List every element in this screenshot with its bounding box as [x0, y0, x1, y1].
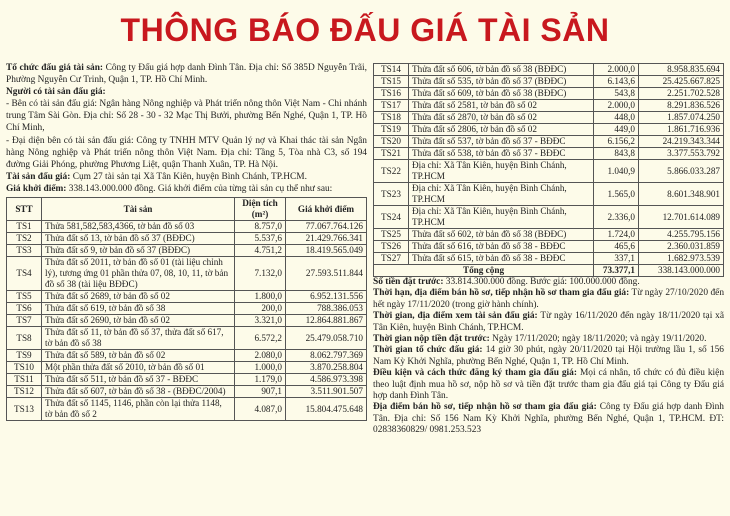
table-row [7, 221, 367, 233]
table-row [7, 350, 367, 362]
cell-asset: Thửa đất số 602, tờ bản đồ số 38 (BĐĐC) [409, 229, 594, 241]
cell-asset: Thửa đất số 537, tờ bản đồ số 37 - BĐĐC [409, 136, 594, 148]
cell-price: 24.219.343.344 [639, 136, 724, 148]
info-paragraph [373, 277, 724, 288]
cell-stt: TS15 [374, 76, 409, 88]
cell-price: 1.682.973.539 [639, 253, 724, 265]
cell-price: 12.864.881.867 [286, 315, 367, 327]
table-row [7, 374, 367, 386]
cell-price: 2.360.031.859 [639, 241, 724, 253]
cell-asset: Một phần thửa đất số 2010, tờ bản đồ số 01 [42, 362, 235, 374]
cell-stt: TS23 [374, 183, 409, 206]
table-row [374, 100, 724, 112]
cell-price: 3.377.553.792 [639, 148, 724, 160]
cell-price: 1.857.074.250 [639, 112, 724, 124]
cell-area: 843,8 [594, 148, 639, 160]
cell-stt: TS11 [7, 374, 42, 386]
organizer-text: Công ty Đấu giá hợp danh Đình Tân. Địa chỉ: Số 385D Nguyễn Trãi, Phường Nguyễn Cư Trinh, Quận 1, TP. Hồ Chí Minh. [6, 63, 367, 86]
cell-asset: Thửa 581,582,583,4366, tờ bản đồ số 03 [42, 221, 235, 233]
cell-stt: TS25 [374, 229, 409, 241]
cell-asset: Thửa đất số 1145, 1146, phần còn lại thửa 1148, tờ bản đồ số 2 [42, 398, 235, 421]
cell-asset: Thửa đất số 607, tờ bản đồ số 38 - (BĐĐC/2004) [42, 386, 235, 398]
cell-asset: Thửa đất số 2690, tờ bản đồ số 02 [42, 315, 235, 327]
cell-price: 25.479.058.710 [286, 327, 367, 350]
info-paragraph [373, 334, 724, 345]
header-price: Giá khởi điểm [286, 198, 367, 221]
cell-area: 1.565,0 [594, 183, 639, 206]
cell-stt: TS7 [7, 315, 42, 327]
cell-area: 4.751,2 [235, 245, 286, 257]
cell-asset: Địa chỉ: Xã Tân Kiên, huyện Bình Chánh, TP.HCM [409, 183, 594, 206]
cell-stt: TS16 [374, 88, 409, 100]
info-paragraph [373, 345, 724, 368]
cell-stt: TS1 [7, 221, 42, 233]
cell-asset: Thửa đất số 2011, tờ bản đồ số 01 (tài liệu chỉnh lý), tương ứng 01 phần thửa 07, 08, 10, 11, tờ bản đồ số 38 (tài liệu BĐĐC) [42, 257, 235, 291]
cell-area: 8.757,0 [235, 221, 286, 233]
cell-asset: Thửa đất số 2870, tờ bản đồ số 02 [409, 112, 594, 124]
table-row [374, 76, 724, 88]
info-label: Địa điểm bán hồ sơ, tiếp nhận hồ sơ tham gia đấu giá: [373, 402, 597, 413]
info-label: Điều kiện và cách thức đăng ký tham gia đấu giá: [373, 368, 577, 379]
table-header-row [7, 198, 367, 221]
cell-area: 2.336,0 [594, 206, 639, 229]
owner-line-1: - Bên có tài sản đấu giá: Ngân hàng Nông nghiệp và Phát triển nông thôn Việt Nam - Chi nhánh trung Tâm Sài Gòn. Địa chỉ: Số 28 - 30 - 32 Mạc Thị Bưởi, phường Bến Nghé, Quận 1, TP. Hồ Chí Minh, [6, 99, 367, 134]
cell-stt: TS19 [374, 124, 409, 136]
cell-asset: Địa chỉ: Xã Tân Kiên, huyện Bình Chánh, TP.HCM [409, 160, 594, 183]
table-row [7, 303, 367, 315]
info-text: Ngày 17/11/2020; ngày 18/11/2020; và ngày 19/11/2020. [489, 334, 707, 345]
table-row [374, 183, 724, 206]
cell-price: 1.861.716.936 [639, 124, 724, 136]
page-title: THÔNG BÁO ĐẤU GIÁ TÀI SẢN [120, 12, 610, 48]
owner-line-2: - Đại diện bên có tài sản đấu giá: Công ty TNHH MTV Quản lý nợ và Khai thác tài sản Ngân hàng Nông nghiệp và Phát triển nông thôn Việt Nam. Địa chỉ: Tầng 5, Tòa nhà C3, số 194 đường Giải Phóng, phường Phương Liệt, quận Thanh Xuân, TP. Hà Nội. [6, 135, 367, 170]
asset-label: Tài sản đấu giá: [6, 171, 71, 182]
info-paragraph [373, 311, 724, 334]
cell-price: 8.601.348.901 [639, 183, 724, 206]
cell-stt: TS17 [374, 100, 409, 112]
cell-stt: TS21 [374, 148, 409, 160]
cell-asset: Thửa đất số 2689, tờ bản đồ số 02 [42, 291, 235, 303]
asset-table-left [6, 197, 367, 421]
cell-stt: TS20 [374, 136, 409, 148]
cell-price: 25.425.667.825 [639, 76, 724, 88]
table-row [7, 233, 367, 245]
cell-asset: Thửa đất số 589, tờ bản đồ số 02 [42, 350, 235, 362]
cell-area: 4.087,0 [235, 398, 286, 421]
info-text: 33.814.300.000 đồng. Bước giá: 100.000.000 đồng. [443, 277, 640, 287]
info-label: Thời hạn, địa điểm bán hồ sơ, tiếp nhận hồ sơ tham gia đấu giá: [373, 288, 630, 299]
cell-area: 1.724,0 [594, 229, 639, 241]
info-label: Số tiền đặt trước: [373, 277, 444, 287]
cell-area: 543,8 [594, 88, 639, 100]
owner-heading: Người có tài sản đấu giá: [6, 87, 106, 98]
cell-stt: TS9 [7, 350, 42, 362]
info-paragraph [373, 368, 724, 402]
table-row [7, 315, 367, 327]
cell-price: 3.870.258.804 [286, 362, 367, 374]
table-row [374, 88, 724, 100]
header-asset: Tài sản [42, 198, 235, 221]
organizer-label: Tổ chức đấu giá tài sản: [6, 63, 104, 73]
cell-area: 5.537,6 [235, 233, 286, 245]
cell-stt: TS6 [7, 303, 42, 315]
cell-price: 27.593.511.844 [286, 257, 367, 291]
cell-area: 6.156,2 [594, 136, 639, 148]
cell-asset: Thửa đất số 9, tờ bản đồ số 37 (BĐĐC) [42, 245, 235, 257]
cell-asset: Thửa đất số 511, tờ bản đồ số 37 - BĐĐC [42, 374, 235, 386]
table-row [7, 291, 367, 303]
cell-stt: TS24 [374, 206, 409, 229]
cell-asset: Địa chỉ: Xã Tân Kiên, huyện Bình Chánh, TP.HCM [409, 206, 594, 229]
cell-price: 788.386.053 [286, 303, 367, 315]
cell-price: 4.586.973.398 [286, 374, 367, 386]
cell-area: 6.143,6 [594, 76, 639, 88]
info-label: Thời gian nộp tiền đặt trước: [373, 334, 490, 345]
cell-price: 4.255.795.156 [639, 229, 724, 241]
cell-stt: TS18 [374, 112, 409, 124]
cell-area: 200,0 [235, 303, 286, 315]
cell-area: 2.000,0 [594, 64, 639, 76]
asset-text: Cụm 27 tài sản tại Xã Tân Kiên, huyện Bình Chánh, TP.HCM. [70, 171, 307, 182]
table-row [374, 253, 724, 265]
table-row [7, 245, 367, 257]
table-row [374, 112, 724, 124]
cell-asset: Thửa đất số 606, tờ bản đồ số 38 (BĐĐC) [409, 64, 594, 76]
cell-price: 12.701.614.089 [639, 206, 724, 229]
cell-price: 6.952.131.556 [286, 291, 367, 303]
total-price: 338.143.000.000 [639, 265, 724, 277]
cell-price: 21.429.766.341 [286, 233, 367, 245]
cell-stt: TS5 [7, 291, 42, 303]
right-column [373, 63, 724, 437]
organizer-paragraph [6, 62, 367, 86]
cell-asset: Thửa đất số 535, tờ bản đồ số 37 (BĐĐC) [409, 76, 594, 88]
cell-area: 2.000,0 [594, 100, 639, 112]
cell-price: 2.251.702.528 [639, 88, 724, 100]
cell-area: 3.321,0 [235, 315, 286, 327]
table-row [374, 148, 724, 160]
cell-area: 1.179,0 [235, 374, 286, 386]
cell-stt: TS26 [374, 241, 409, 253]
total-row [374, 265, 724, 277]
cell-stt: TS10 [7, 362, 42, 374]
table-row [7, 327, 367, 350]
cell-price: 3.511.901.507 [286, 386, 367, 398]
info-text: Công ty Đấu giá hợp danh Đình Tân. Địa chỉ: Số 156 Nam Kỳ Khởi Nghĩa, phường Bến Nghé, Quận 1, TP.HCM. ĐT: 02838360829/ 0981.253.523 [373, 402, 724, 436]
cell-stt: TS4 [7, 257, 42, 291]
table-row [7, 257, 367, 291]
table-row [374, 64, 724, 76]
cell-asset: Thửa đất số 2581, tờ bản đồ số 02 [409, 100, 594, 112]
price-paragraph [6, 183, 367, 195]
cell-asset: Thửa đất số 616, tờ bản đồ số 38 - BĐĐC [409, 241, 594, 253]
cell-area: 2.080,0 [235, 350, 286, 362]
info-text: 14 giờ 30 phút, ngày 20/11/2020 tại Hội trường lầu 1, số 156 Nam Kỳ Khởi Nghĩa, phường Bến Nghé, Quận 1, TP. Hồ Chí Minh. [373, 345, 724, 367]
info-text: Từ ngày 27/10/2020 đến hết ngày 17/11/2020 (trong giờ hành chính). [373, 288, 725, 310]
cell-area: 907,1 [235, 386, 286, 398]
table-row [374, 241, 724, 253]
cell-asset: Thửa đất số 609, tờ bản đồ số 38 (BĐĐC) [409, 88, 594, 100]
table-row [374, 124, 724, 136]
info-paragraph [373, 288, 724, 311]
cell-area: 337,1 [594, 253, 639, 265]
info-text: Mọi cá nhân, tổ chức có đủ điều kiện theo luật định mua hồ sơ, nộp hồ sơ và tiền đặt trước tham gia đấu giá tại Công ty Đấu giá hợp danh Đình Tân. [373, 368, 725, 402]
price-label: Giá khởi điểm: [6, 183, 67, 194]
cell-stt: TS13 [7, 398, 42, 421]
asset-paragraph [6, 171, 367, 183]
table-row [374, 136, 724, 148]
cell-stt: TS14 [374, 64, 409, 76]
cell-stt: TS2 [7, 233, 42, 245]
header-stt: STT [7, 198, 42, 221]
cell-asset: Thửa đất số 619, tờ bản đồ số 38 [42, 303, 235, 315]
auction-info [373, 277, 724, 437]
cell-stt: TS8 [7, 327, 42, 350]
asset-table-right [373, 63, 724, 277]
cell-stt: TS12 [7, 386, 42, 398]
cell-area: 1.040,9 [594, 160, 639, 183]
table-row [7, 386, 367, 398]
info-text: Từ ngày 16/11/2020 đến ngày 18/11/2020 tại xã Tân Kiên, huyện Bình Chánh, TP.HCM. [373, 311, 724, 333]
cell-stt: TS27 [374, 253, 409, 265]
cell-area: 449,0 [594, 124, 639, 136]
cell-price: 15.804.475.648 [286, 398, 367, 421]
total-area: 73.377,1 [594, 265, 639, 277]
cell-area: 448,0 [594, 112, 639, 124]
cell-area: 1.000,0 [235, 362, 286, 374]
cell-price: 5.866.033.287 [639, 160, 724, 183]
header-area: Diện tích (m²) [235, 198, 286, 221]
price-text: 338.143.000.000 đồng. Giá khởi điểm của từng tài sản cụ thể như sau: [66, 183, 333, 194]
table-row [374, 206, 724, 229]
cell-stt: TS3 [7, 245, 42, 257]
cell-price: 8.062.797.369 [286, 350, 367, 362]
table-row [374, 229, 724, 241]
cell-asset: Thửa đất số 13, tờ bản đồ số 37 (BĐĐC) [42, 233, 235, 245]
cell-area: 465,6 [594, 241, 639, 253]
cell-price: 77.067.764.126 [286, 221, 367, 233]
cell-price: 18.419.565.049 [286, 245, 367, 257]
table-row [7, 362, 367, 374]
info-label: Thời gian tổ chức đấu giá: [373, 345, 483, 356]
table-row [374, 160, 724, 183]
cell-area: 1.800,0 [235, 291, 286, 303]
cell-area: 6.572,2 [235, 327, 286, 350]
cell-asset: Thửa đất số 11, tờ bản đồ số 37, thửa đất số 617, tờ bản đồ số 38 [42, 327, 235, 350]
cell-price: 8.291.836.526 [639, 100, 724, 112]
table-row [7, 398, 367, 421]
info-paragraph [373, 402, 724, 436]
cell-asset: Thửa đất số 2806, tờ bản đồ số 02 [409, 124, 594, 136]
total-label: Tổng cộng [374, 265, 594, 277]
cell-price: 8.958.835.694 [639, 64, 724, 76]
left-column [6, 62, 367, 421]
cell-asset: Thửa đất số 538, tờ bản đồ số 37 - BĐĐC [409, 148, 594, 160]
info-label: Thời gian, địa điểm xem tài sản đấu giá: [373, 311, 538, 322]
cell-asset: Thửa đất số 615, tờ bản đồ số 38 - BĐĐC [409, 253, 594, 265]
cell-area: 7.132,0 [235, 257, 286, 291]
cell-stt: TS22 [374, 160, 409, 183]
